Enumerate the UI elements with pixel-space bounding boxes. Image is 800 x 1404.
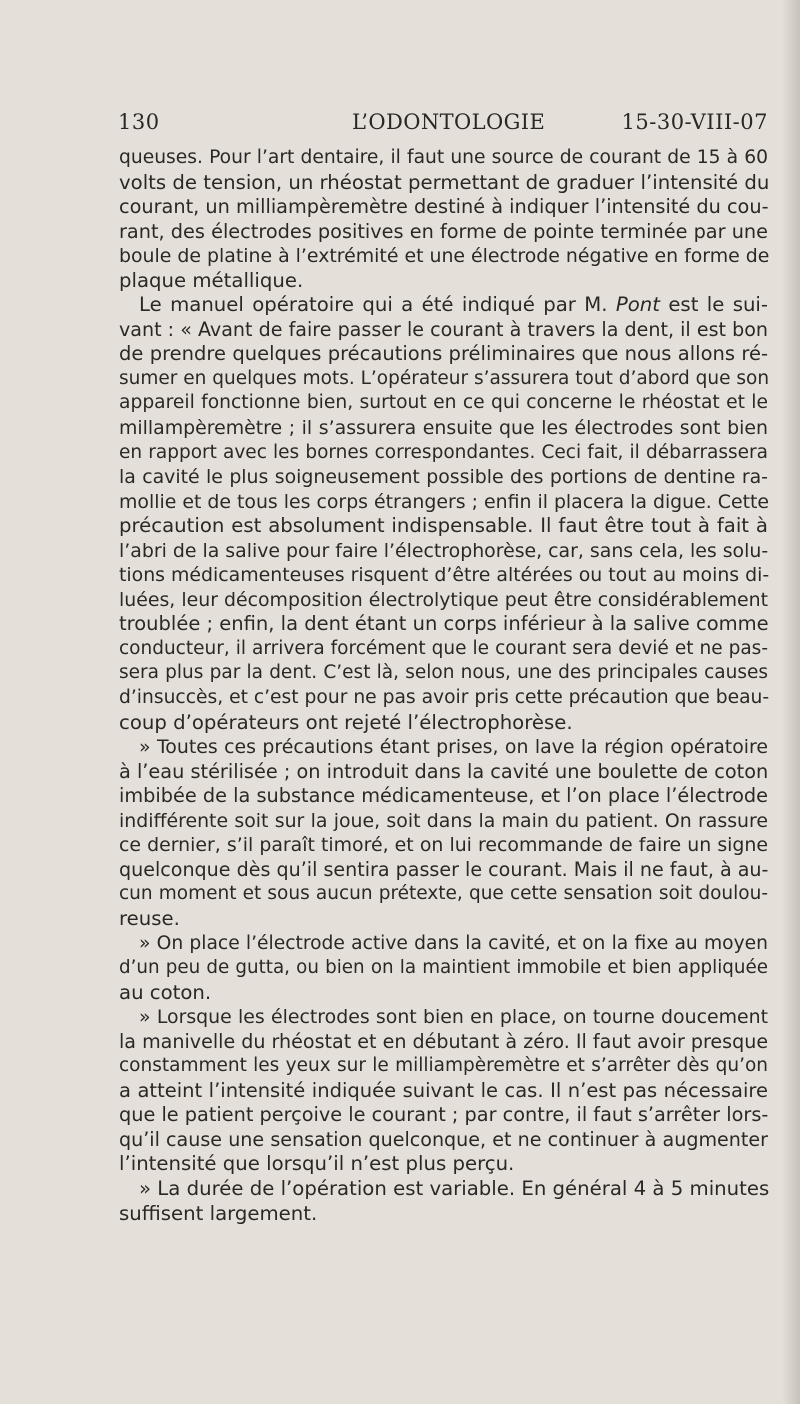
- body-text: [119, 146, 768, 1226]
- page-number: 130: [118, 110, 160, 134]
- page-edge-shadow: [782, 0, 800, 1404]
- text-line: troublée ; enfin, la dent étant un corps inférieur à la salive comme: [119, 612, 769, 636]
- text-line: de prendre quelques précautions préliminaires que nous allons ré-: [119, 342, 768, 366]
- text-line: courant, un milliampèremètre destiné à indiquer l’intensité du cou-: [119, 195, 769, 219]
- text-line: luées, leur décomposition électrolytique peut être considérablement: [119, 588, 768, 611]
- text-line: indifférente soit sur la joue, soit dans la main du patient. On rassure: [119, 809, 768, 832]
- text-line: sumer en quelques mots. L’opérateur s’assurera tout d’abord que son: [119, 367, 770, 389]
- text-line: appareil fonctionne bien, surtout en ce qui concerne le rhéostat et le: [119, 392, 768, 414]
- text-line: » Lorsque les électrodes sont bien en place, on tourne doucement: [139, 1006, 768, 1029]
- text-line: quelconque dès qu’il sentira passer le courant. Mais il ne faut, à au-: [119, 857, 769, 881]
- text-line: en rapport avec les bornes correspondantes. Ceci fait, il débarrassera: [119, 441, 768, 463]
- text-line: coup d’opérateurs ont rejeté l’électrophorèse.: [119, 710, 573, 734]
- text-line: d’un peu de gutta, ou bien on la maintient immobile et bien appliquée: [119, 957, 768, 979]
- text-line: volts de tension, un rhéostat permettant de graduer l’intensité du: [119, 170, 770, 194]
- text-line: ce dernier, s’il paraît timoré, et on lui recommande de faire un signe: [119, 834, 768, 857]
- issue-date: 15-30-VIII-07: [621, 110, 768, 134]
- text-line: » On place l’électrode active dans la cavité, et on la fixe au moyen: [139, 932, 768, 954]
- text-line: sera plus par la dent. C’est là, selon nous, une des principales causes: [119, 662, 768, 684]
- text-line: la cavité le plus soigneusement possible des portions de dentine ra-: [119, 466, 768, 489]
- author-name: Pont: [615, 293, 660, 317]
- text-line: reuse.: [119, 906, 180, 930]
- text-line: à l’eau stérilisée ; on introduit dans la cavité une boulette de coton: [119, 759, 769, 783]
- text-line: Le manuel opératoire qui a été indiqué par M. Pont est le sui-: [139, 293, 768, 317]
- text-line: conducteur, il arrivera forcément que le courant sera devié et ne pas-: [119, 637, 768, 659]
- text-line: au coton.: [119, 980, 212, 1004]
- text-line: queuses. Pour l’art dentaire, il faut une source de courant de 15 à 60: [119, 147, 768, 168]
- text-line: a atteint l’intensité indiquée suivant le cas. Il n’est pas nécessaire: [119, 1078, 768, 1102]
- text-line: millampèremètre ; il s’assurera ensuite que les électrodes sont bien: [119, 417, 768, 440]
- text-line: imbibée de la substance médicamenteuse, et l’on place l’électrode: [119, 784, 768, 808]
- running-header: [118, 110, 768, 140]
- text-line: mollie et de tous les corps étrangers ; enfin il placera la digue. Cette: [119, 490, 770, 513]
- text-line: précaution est absolument indispensable. Il faut être tout à fait à: [119, 514, 768, 538]
- text-line: qu’il cause une sensation quelconque, et ne continuer à augmenter: [119, 1127, 768, 1151]
- text-line: d’insuccès, et c’est pour ne pas avoir pris cette précaution que beau-: [119, 687, 770, 709]
- text-line: la manivelle du rhéostat et en débutant à zéro. Il faut avoir presque: [119, 1029, 769, 1053]
- text-line: l’intensité que lorsqu’il n’est plus perçu.: [119, 1152, 515, 1176]
- text-line: cun moment et sous aucun prétexte, que cette sensation soit doulou-: [119, 883, 768, 905]
- text-line: boule de platine à l’extrémité et une électrode négative en forme de: [119, 245, 770, 268]
- text-line: constamment les yeux sur le milliampèremètre et s’arrêter dès qu’on: [119, 1055, 768, 1077]
- text-line: suffisent largement.: [119, 1201, 318, 1225]
- text-line: » Toutes ces précautions étant prises, on lave la région opératoire: [139, 736, 768, 759]
- text-line: tions médicamenteuses risquent d’être altérées ou tout au moins di-: [119, 564, 770, 587]
- text-line: l’abri de la salive pour faire l’électrophorèse, car, sans cela, les solu-: [119, 539, 769, 562]
- text-line: » La durée de l’opération est variable. En général 4 à 5 minutes: [139, 1176, 770, 1200]
- text-line: rant, des électrodes positives en forme de pointe terminée par une: [119, 219, 768, 243]
- text-line: vant : « Avant de faire passer le courant à travers la dent, il est bon: [119, 317, 768, 341]
- journal-title: L’ODONTOLOGIE: [352, 110, 546, 134]
- text-line: que le patient perçoive le courant ; par contre, il faut s’arrêter lors-: [119, 1103, 769, 1127]
- text-line: plaque métallique.: [119, 268, 304, 292]
